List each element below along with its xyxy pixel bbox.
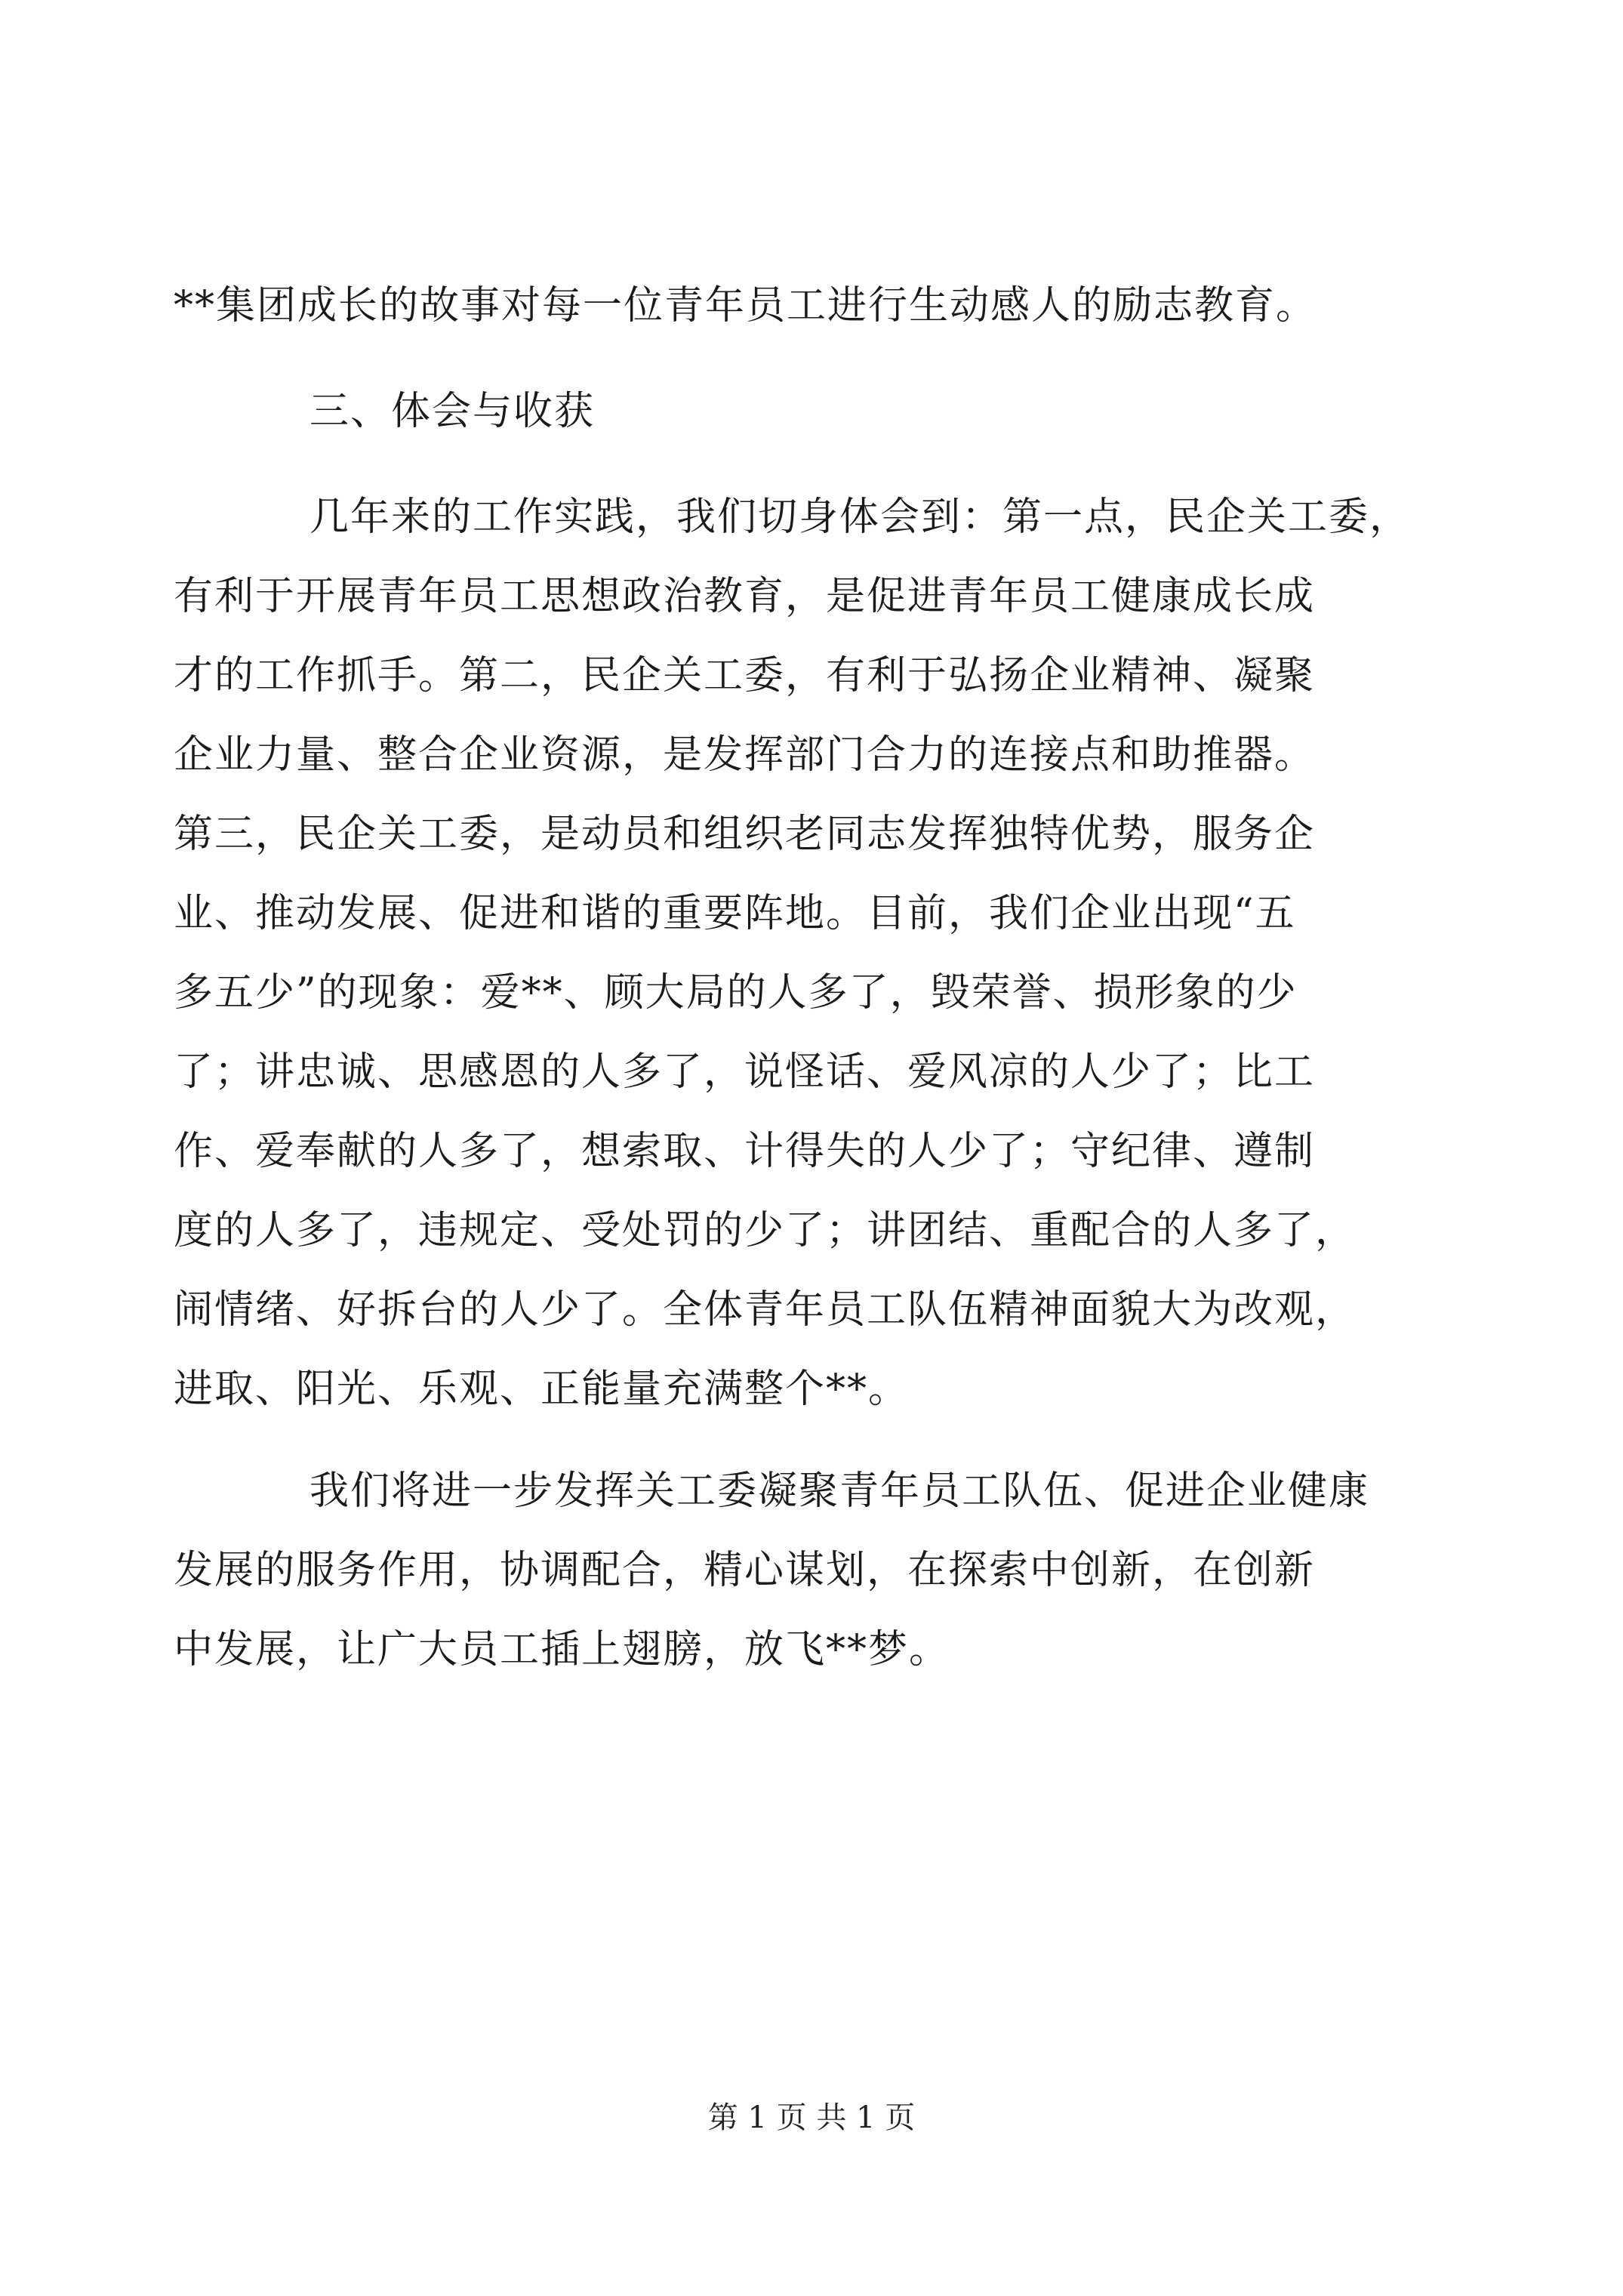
paragraph-1-line: 作、爱奉献的人多了，想索取、计得失的人少了；守纪律、遵制 — [174, 1129, 1316, 1174]
paragraph-1-line: 企业力量、整合企业资源，是发挥部门合力的连接点和助推器。 — [174, 732, 1316, 778]
paragraph-2-line: 中发展，让广大员工插上翅膀，放飞**梦。 — [174, 1627, 950, 1672]
paragraph-1-line: 了；讲忠诚、思感恩的人多了，说怪话、爱风凉的人少了；比工 — [174, 1049, 1316, 1095]
paragraph-1-line: 闹情绪、好拆台的人少了。全体青年员工队伍精神面貌大为改观， — [174, 1287, 1357, 1333]
paragraph-1-line: 多五少”的现象：爱**、顾大局的人多了，毁荣誉、损形象的少 — [174, 970, 1298, 1015]
paragraph-1-line: 第三，民企关工委，是动员和组织老同志发挥独特优势，服务企 — [174, 812, 1316, 857]
paragraph-1-line: 才的工作抓手。第二，民企关工委，有利于弘扬企业精神、凝聚 — [174, 653, 1316, 698]
page-footer: 第 1 页 共 1 页 — [707, 2100, 916, 2135]
paragraph-1-line: 业、推动发展、促进和谐的重要阵地。目前，我们企业出现“五 — [174, 891, 1296, 936]
opening-line: **集团成长的故事对每一位青年员工进行生动感人的励志教育。 — [174, 283, 1317, 328]
paragraph-2-line: 发展的服务作用，协调配合，精心谋划，在探索中创新，在创新 — [174, 1548, 1316, 1593]
paragraph-2-line: 我们将进一步发挥关工委凝聚青年员工队伍、促进企业健康 — [310, 1469, 1370, 1514]
section-heading: 三、体会与收获 — [310, 389, 596, 434]
paragraph-1-line: 几年来的工作实践，我们切身体会到：第一点，民企关工委， — [310, 495, 1411, 540]
paragraph-1-line: 有利于开展青年员工思想政治教育，是促进青年员工健康成长成 — [174, 574, 1316, 619]
paragraph-1-line: 进取、阳光、乐观、正能量充满整个**。 — [174, 1367, 910, 1412]
paragraph-1-line: 度的人多了，违规定、受处罚的少了；讲团结、重配合的人多了， — [174, 1208, 1357, 1253]
